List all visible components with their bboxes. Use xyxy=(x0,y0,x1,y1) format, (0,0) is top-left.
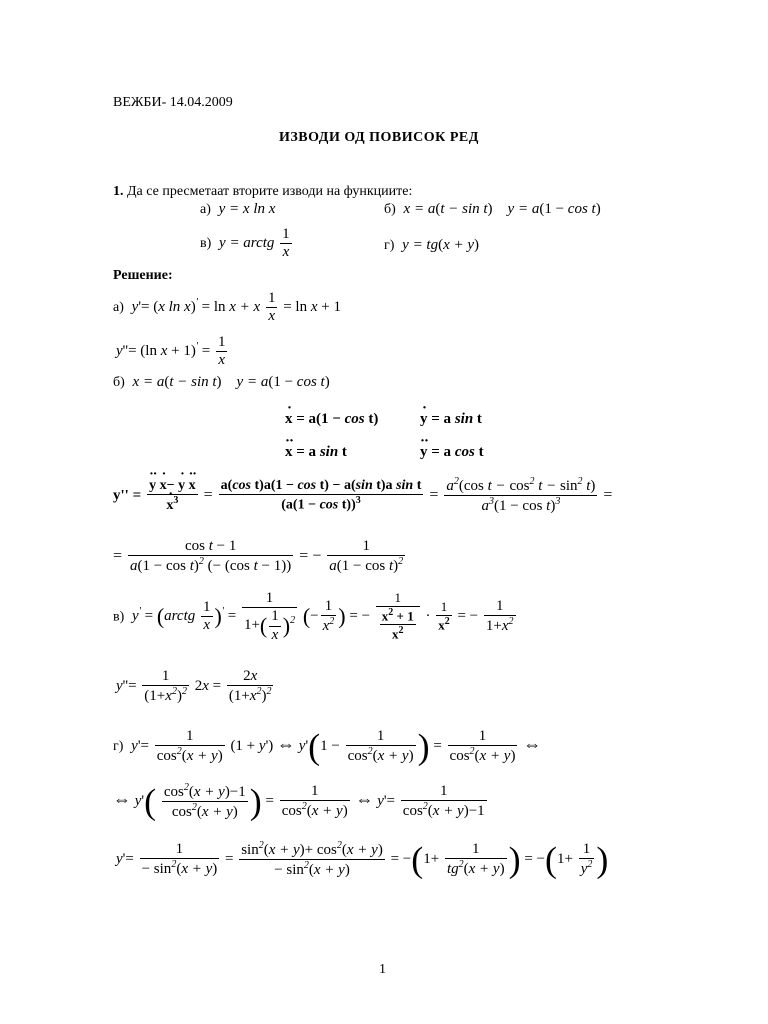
solution-a-line1: а) y'= (x ln x)' = ln x + x $\frac{1}{x}$ = ln x + 1 xyxy=(113,290,341,325)
task-text: Да се пресметаат вторите изводи на функциите: xyxy=(127,184,413,199)
task-item-g: г) y = tg(x + y) xyxy=(384,237,480,253)
solution-b-xdot: · x = a(1 − cos t) xyxy=(285,410,378,428)
task-item-label: а) xyxy=(200,202,211,217)
task-item-a: а) y = x ln x xyxy=(200,201,276,217)
solution-a-line2: y''= (ln x + 1)' = $\frac{1}{x}$ xyxy=(116,334,226,369)
task-statement xyxy=(113,184,412,200)
page-number: 1 xyxy=(379,962,386,977)
task-item-b: б) x = a(t − sin t) y = a(1 − cos t) xyxy=(384,201,601,217)
solution-b-ydot: · y = a sin t xyxy=(420,410,482,428)
solution-v-line2: y''= $\frac{1}{(1+x^2)^2}$ 2x = $\frac{2x}{(1+x^2)^2}$ xyxy=(116,668,272,705)
task-item-label: г) xyxy=(384,238,395,253)
solution-label: б) xyxy=(113,375,125,390)
solution-v-line1: в) y' = (arctg $\frac{1}{x}$ )' = 1 1+( $\frac{1}{x}$ )$^2$ (− $\frac{1}{x^2}$ ) = − $\frac{1}{\frac{x^2 + 1}{x^2}}$ · $\frac{1}{x^2}$ = − $\frac{1}{1+x^2}$ xyxy=(113,590,514,643)
page-title: ИЗВОДИ ОД ПОВИСОК РЕД xyxy=(279,130,479,145)
date-header: ВЕЖБИ- 14.04.2009 xyxy=(113,95,233,110)
solution-heading: Решение: xyxy=(113,268,173,283)
solution-b-line5: = $\frac{\text{cos t − 1}}{a(1 - \cos t)^2 (- (\cos t - 1))}$ = − $\frac{1}{a(1 - \cos t)^2}$ xyxy=(113,538,404,575)
task-item-label: б) xyxy=(384,202,396,217)
solution-b-yddot: ·· y = a cos t xyxy=(420,443,484,461)
solution-b-line4: y'' = ·· y · x− · y ·· x · $x^3$ = $\frac{\text{a(cos t)a(1 − cos t) − a(sin t)a sin t}}{(a(1 - \cos t))^3}$ = $\frac{a^2(\cos t - \cos^2 t - \sin^2 t)}{a^3(1 - \cos t)^3}$ = xyxy=(113,476,612,516)
solution-g-line3: y'= $\frac{1}{- \sin^2(x + y)}$ = $\frac{\sin^2(x + y)+ \cos^2(x + y)}{- \sin^2(x + y)}$ = −(1+ $\frac{1}{tg^2(x + y)}$ ) = −(1+ $\frac{1}{y^2}$ ) xyxy=(116,839,609,880)
task-item-v: в) y = arctg $\frac{1}{x}$ xyxy=(200,226,290,261)
solution-g-line1: г) y'= $\frac{1}{\cos^2(x + y)}$ (1 + y') ⇔ y'(1 − $\frac{1}{\cos^2(x + y)}$ ) = $\frac{1}{\cos^2(x + y)}$ ⇔ xyxy=(113,726,542,767)
solution-label: в) xyxy=(113,609,125,625)
solution-label: а) xyxy=(113,300,124,316)
task-number: 1. xyxy=(113,184,124,199)
task-item-label: в) xyxy=(200,236,212,252)
solution-b-xddot: ·· x = a sin t xyxy=(285,443,347,461)
solution-b-line1: б) x = a(t − sin t) y = a(1 − cos t) xyxy=(113,374,330,390)
solution-label: г) xyxy=(113,739,124,755)
solution-g-line2: ⇔ y'( $\frac{\cos^2(x + y)-1}{\cos^2(x + y)}$ ) = $\frac{1}{\cos^2(x + y)}$ ⇔ y'= $\frac{1}{\cos^2(x + y)-1}$ xyxy=(113,781,485,822)
